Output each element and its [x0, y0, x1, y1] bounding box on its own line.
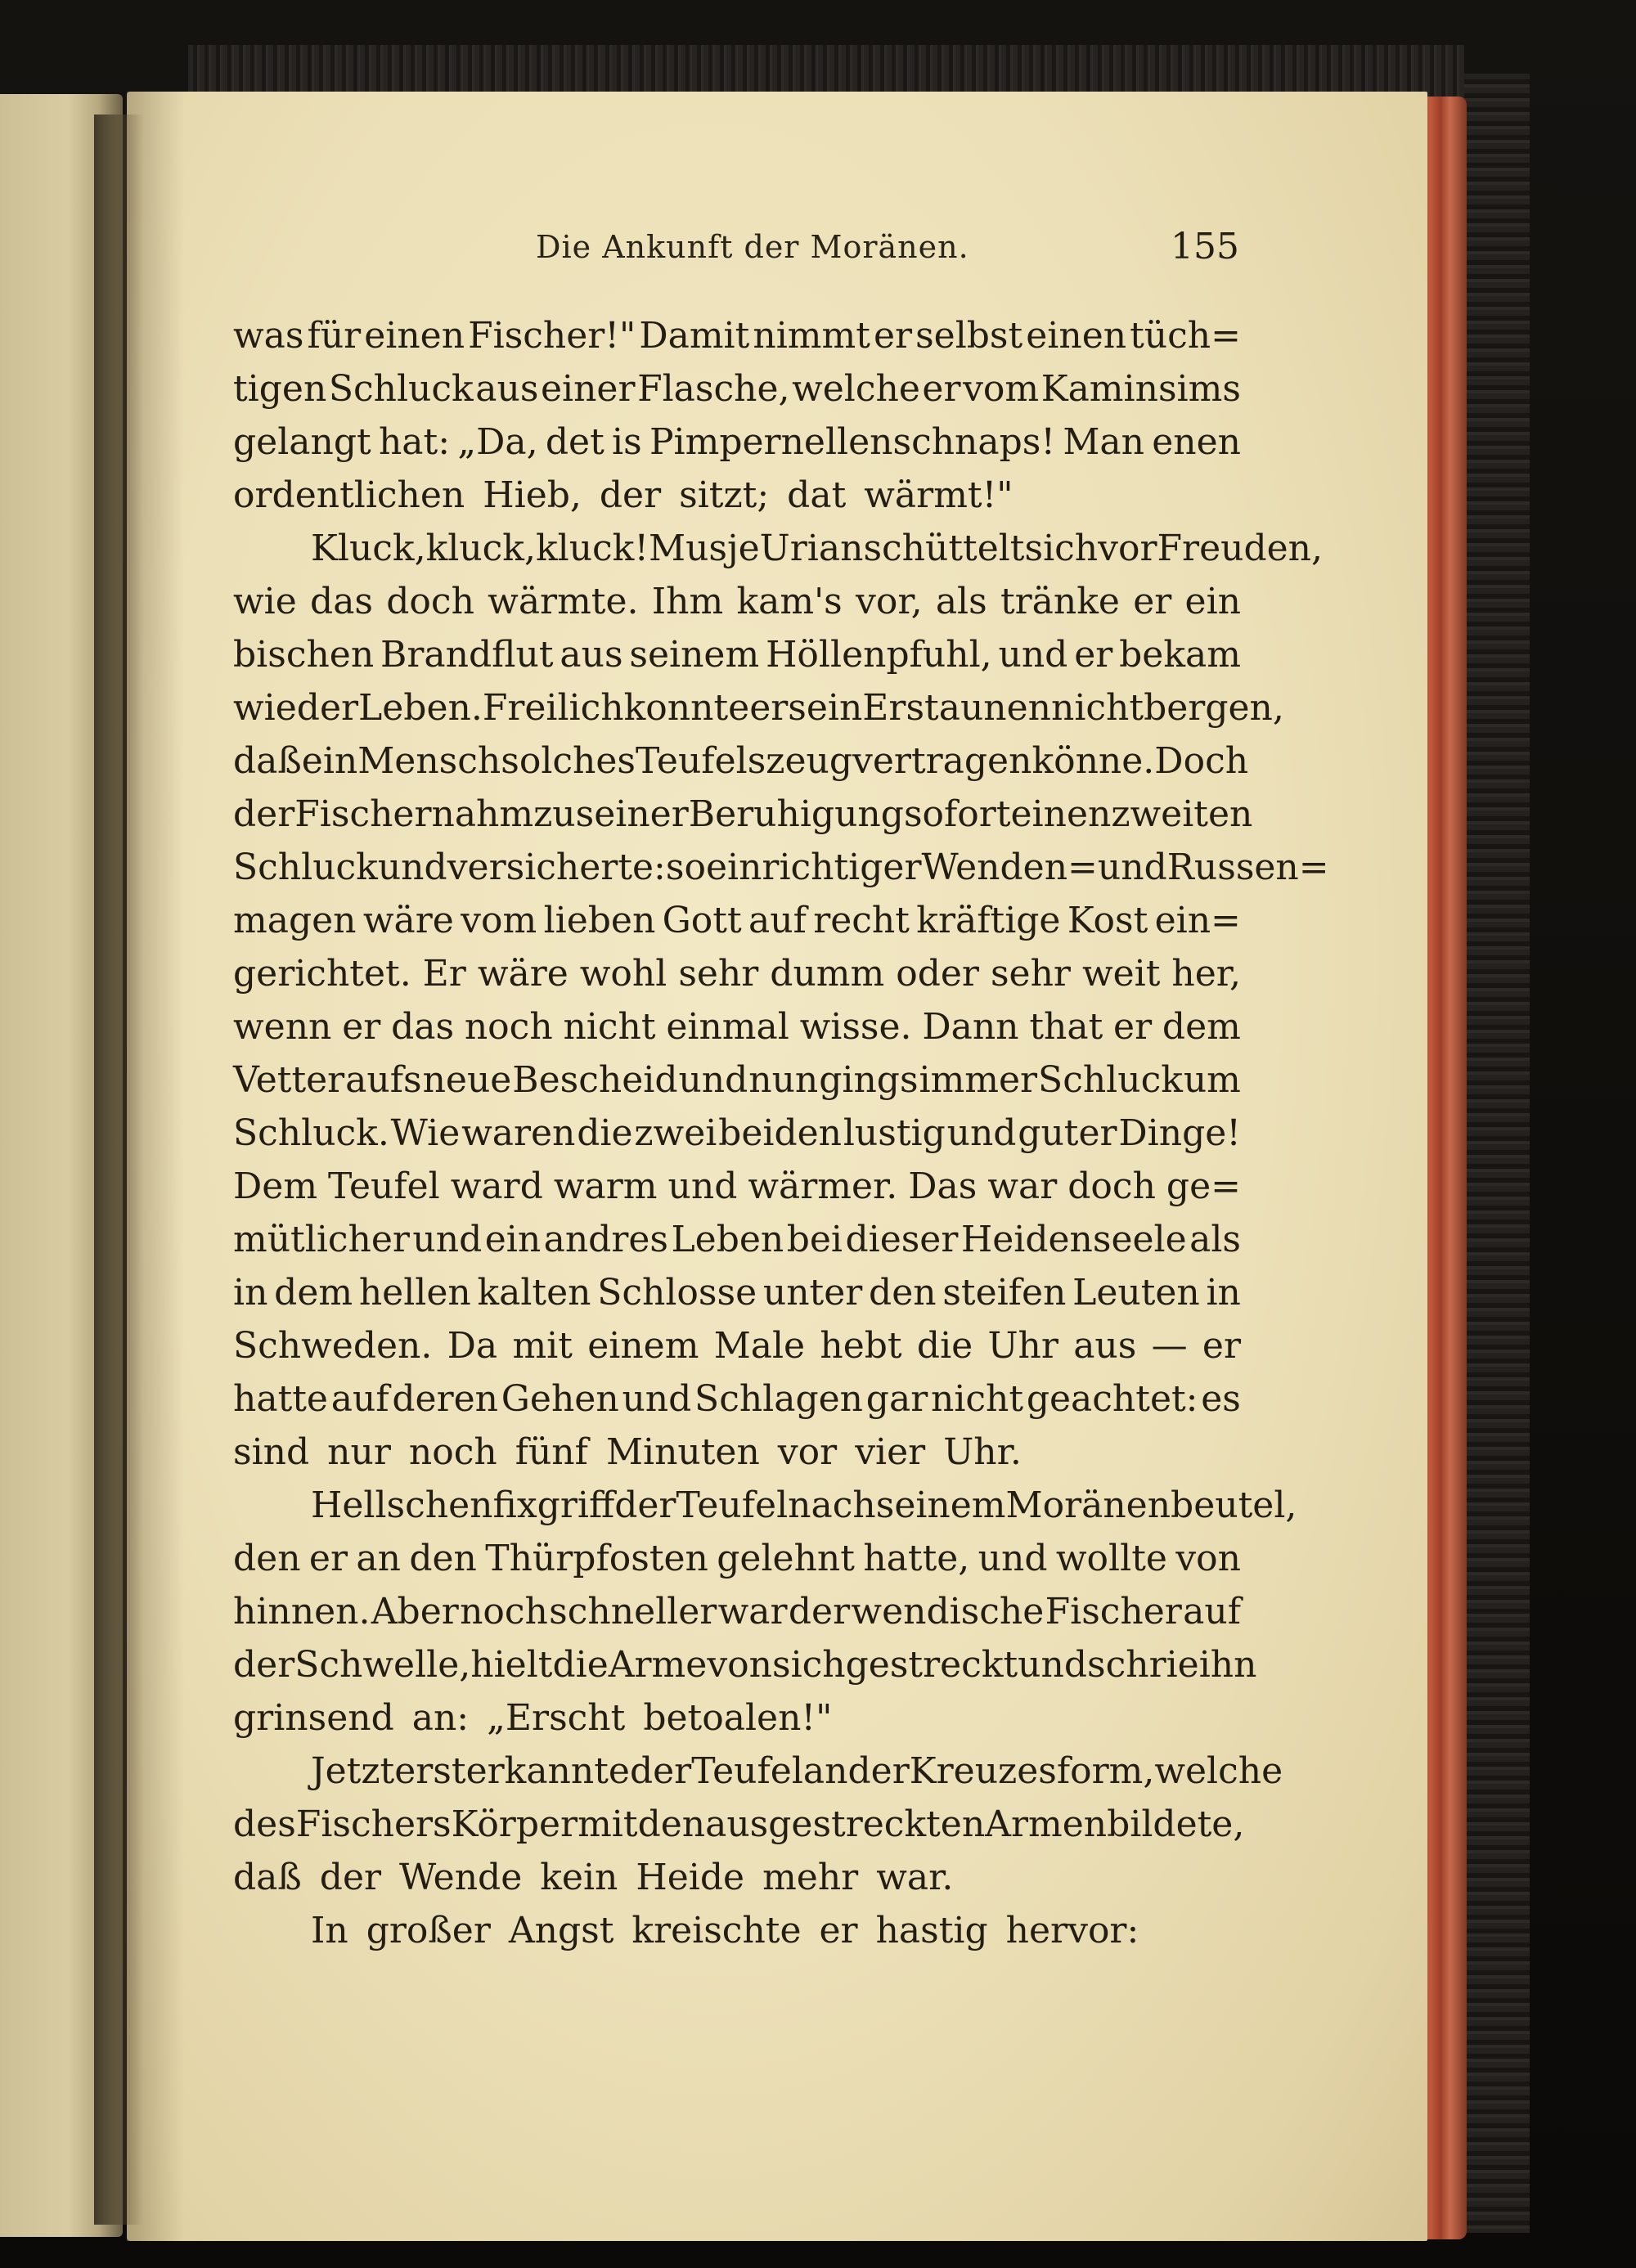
body-text: [233, 309, 1329, 1957]
text-line: magen wäre vom lieben Gott auf recht kräftige Kost ein=: [233, 900, 1241, 941]
text-line: des Fischers Körper mit den ausgestreckten Armen bildete,: [233, 1803, 1245, 1845]
text-line: Schweden. Da mit einem Male hebt die Uhr aus — er: [233, 1325, 1241, 1367]
text-line: Schluck und versicherte: so ein richtiger Wenden= und Russen=: [233, 847, 1329, 888]
text-line: der Schwelle, hielt die Arme von sich gestreckt und schrie ihn: [233, 1644, 1257, 1686]
text-line: tigen Schluck aus einer Flasche, welche er vom Kaminsims: [233, 368, 1241, 410]
text-line: wenn er das noch nicht einmal wisse. Dann that er dem: [233, 1006, 1241, 1048]
running-head: [233, 222, 1239, 272]
text-line: In großer Angst kreischte er hastig hervor:: [311, 1910, 1139, 1951]
book-cover-right-edge: [1464, 74, 1530, 2233]
page-number: 155: [1171, 226, 1239, 267]
page-curve-shade: [127, 92, 184, 2241]
running-title: Die Ankunft der Moränen.: [536, 229, 969, 265]
text-line: wie das doch wärmte. Ihm kam's vor, als tränke er ein: [233, 581, 1241, 622]
text-line: gelangt hat: „Da, det is Pimpernellenschnaps! Man enen: [233, 421, 1241, 463]
text-line: Schluck. Wie waren die zwei beiden lustig und guter Dinge!: [233, 1112, 1241, 1154]
text-line: Jetzt erst erkannte der Teufel an der Kreuzesform, welche: [311, 1750, 1283, 1792]
text-line: Dem Teufel ward warm und wärmer. Das war doch ge=: [233, 1165, 1241, 1207]
text-line: grinsend an: „Erscht betoalen!": [233, 1697, 833, 1739]
text-line: mütlicher und ein andres Leben bei dieser Heidenseele als: [233, 1219, 1241, 1260]
text-line: Kluck, kluck, kluck! Musje Urian schüttelt sich vor Freuden,: [311, 528, 1323, 569]
text-line: hinnen. Aber noch schneller war der wendische Fischer auf: [233, 1591, 1241, 1633]
text-line: der Fischer nahm zu seiner Beruhigung sofort einen zweiten: [233, 793, 1253, 835]
text-line: in dem hellen kalten Schlosse unter den steifen Leuten in: [233, 1272, 1241, 1314]
text-line: bischen Brandflut aus seinem Höllenpfuhl, und er bekam: [233, 634, 1241, 676]
text-line: hatte auf deren Gehen und Schlagen gar nicht geachtet: es: [233, 1378, 1241, 1420]
text-line: daß ein Mensch solches Teufelszeug vertragen könne. Doch: [233, 740, 1249, 782]
text-line: den er an den Thürpfosten gelehnt hatte, und wollte von: [233, 1538, 1241, 1579]
text-line: was für einen Fischer!" Damit nimmt er selbst einen tüch=: [233, 315, 1241, 357]
text-line: Vetter aufs neue Bescheid und nun gings immer Schluck um: [233, 1059, 1241, 1101]
text-line: Hellschen fix griff der Teufel nach seinem Moränenbeutel,: [311, 1484, 1297, 1526]
text-line: daß der Wende kein Heide mehr war.: [233, 1857, 954, 1898]
text-line: sind nur noch fünf Minuten vor vier Uhr.: [233, 1431, 1022, 1473]
text-line: gerichtet. Er wäre wohl sehr dumm oder sehr weit her,: [233, 953, 1241, 995]
text-line: ordentlichen Hieb, der sitzt; dat wärmt!": [233, 474, 1014, 516]
text-line: wieder Leben. Freilich konnte er sein Erstaunen nicht bergen,: [233, 687, 1284, 729]
